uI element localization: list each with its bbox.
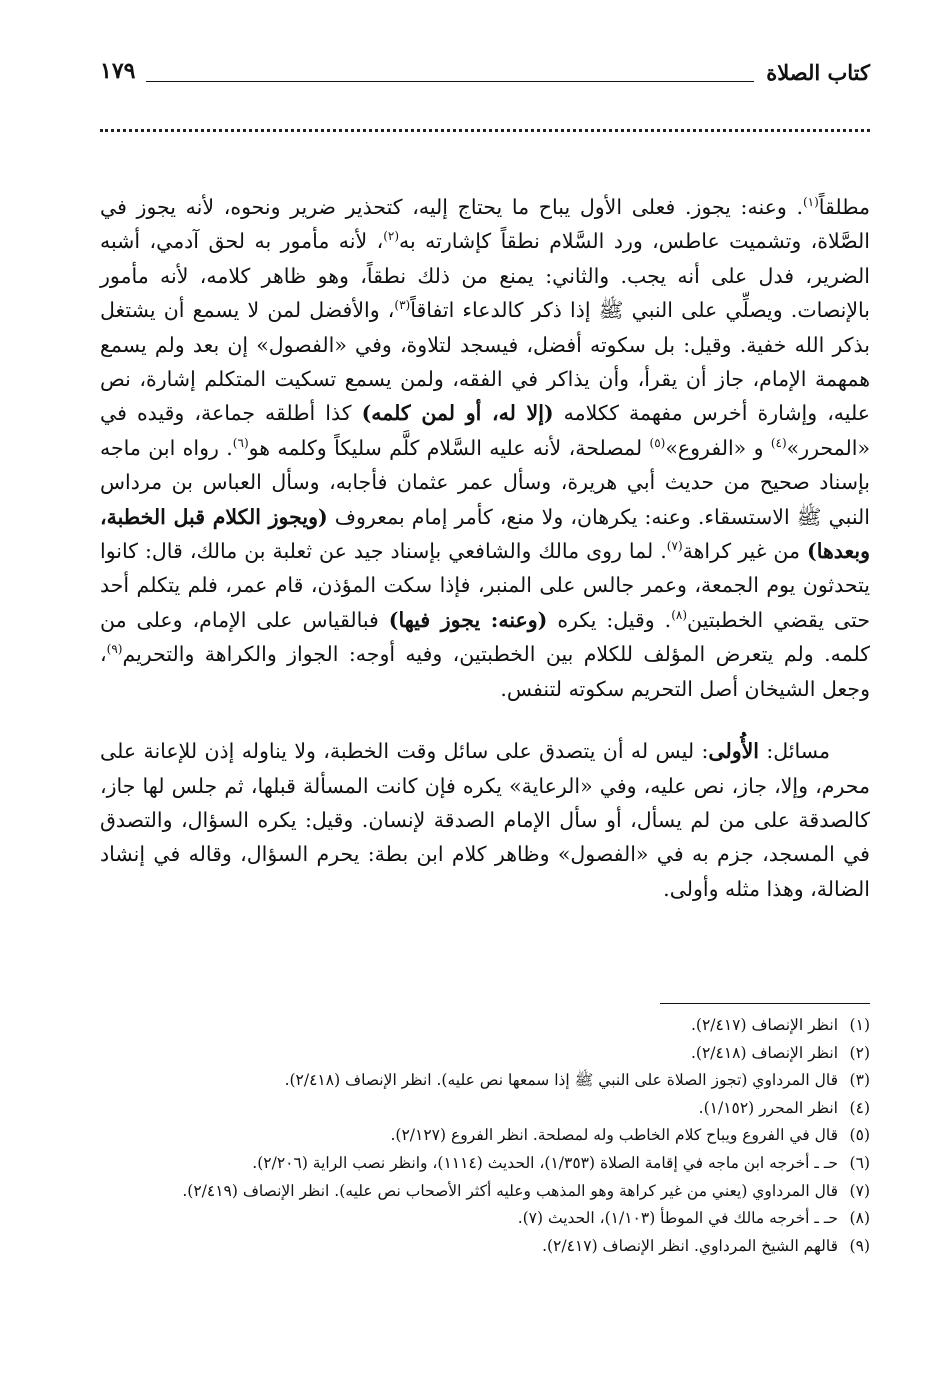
footnote-separator bbox=[660, 1003, 870, 1004]
footnotes bbox=[100, 1012, 870, 1260]
footnote-number: (٢) bbox=[849, 1043, 870, 1062]
footnote-5 bbox=[100, 1122, 870, 1150]
footnote-ref-2[interactable]: (٢) bbox=[383, 229, 400, 244]
issue-heading: الأُولى bbox=[708, 739, 759, 764]
header-rule bbox=[146, 81, 754, 82]
matn-quote: (إلا له، أو لمن كلمه) bbox=[361, 401, 554, 426]
text-run: مسائل: bbox=[758, 739, 830, 764]
footnote-number: (١) bbox=[849, 1016, 870, 1034]
footnote-ref-9[interactable]: (٩) bbox=[106, 642, 123, 657]
page-number: ١٧٩ bbox=[100, 58, 136, 84]
text-run: . وقيل: يكره bbox=[547, 607, 672, 632]
matn-quote: (ويجوز الكلام قبل الخطبة، وبعدها) bbox=[100, 504, 871, 564]
text-run: . وعنه: يجوز. فعلى الأول يباح ما يحتاج إليه، كتحذير ضرير ونحوه، لأنه يجوز في الصَّلاة، وتشميت عاطس، ورد السَّلام نطقاً كإشارته به bbox=[100, 195, 870, 254]
footnote-7 bbox=[100, 1178, 870, 1206]
text-run: لمصلحة، لأنه عليه السَّلام كلَّم سليكاً وكلمه هو bbox=[248, 435, 650, 460]
footnote-text: قال المرداوي (تجوز الصلاة على النبي ﷺ إذا سمعها نص عليه). انظر الإنصاف (٢/٤١٨). bbox=[284, 1071, 838, 1090]
text-run: و «الفروع» bbox=[665, 435, 771, 460]
text-run: . لما روى مالك والشافعي بإسناد جيد عن ثعلبة بن مالك، قال: كانوا يتحدثون يوم الجمعة، وعمر جالس على المنبر، فإذا سكت المؤذن، قام عمر، فلم يتكلم أحد حتى يقضي الخطبتين bbox=[100, 539, 870, 632]
text-run: ، والأفضل لمن لا يسمع أن يشتغل بذكر الله خفية. وقيل: بل سكوته أفضل، فيسجد لتلاوة، وفي «الفصول» إن بعد ولم يسمع همهمة الإمام، جاز أن يقرأ، وأن يذاكر في الفقه، ولمن يسمع تسكيت المتكلم إشارة، نص عليه، وإشارة أخرس مفهمة ككلامه bbox=[100, 298, 871, 426]
footnote-number: (٧) bbox=[849, 1181, 870, 1200]
text-run: فبالقياس على الإمام، وعلى من كلمه. ولم يتعرض المؤلف للكلام بين الخطبتين، وفيه أوجه: الجواز والكراهة والتحريم bbox=[100, 607, 870, 667]
footnote-ref-7[interactable]: (٧) bbox=[666, 539, 683, 554]
text-run: كذا أطلقه جماعة، وقيده في «المحرر» bbox=[100, 401, 870, 460]
chapter-title: كتاب الصلاة bbox=[766, 60, 870, 85]
footnote-ref-1[interactable]: (١) bbox=[802, 195, 819, 210]
footnote-6 bbox=[100, 1150, 870, 1178]
main-text bbox=[100, 190, 870, 906]
footnote-number: (٨) bbox=[849, 1209, 870, 1228]
footnote-number: (٦) bbox=[849, 1153, 870, 1172]
footnote-2 bbox=[100, 1040, 870, 1068]
footnote-number: (٤) bbox=[849, 1098, 870, 1117]
footnote-4 bbox=[100, 1095, 870, 1123]
text-run: مطلقاً bbox=[818, 195, 870, 219]
footnote-ref-8[interactable]: (٨) bbox=[671, 608, 688, 623]
footnote-text: قال في الفروع ويباح كلام الخاطب وله لمصلحة. انظر الفروع (٢/١٢٧). bbox=[390, 1126, 838, 1145]
footnote-text: انظر الإنصاف (٢/٤١٧). bbox=[691, 1016, 838, 1034]
footnote-ref-6[interactable]: (٦) bbox=[232, 436, 249, 451]
footnote-text: انظر المحرر (١/١٥٢). bbox=[698, 1098, 838, 1117]
paragraph-2 bbox=[100, 734, 870, 906]
footnote-text: حـ ـ أخرجه ابن ماجه في إقامة الصلاة (١/٣٥٣)، الحديث (١١١٤)، وانظر نصب الراية (٢/٢٠٦). bbox=[252, 1153, 838, 1172]
text-run: . رواه ابن ماجه بإسناد صحيح من حديث أبي هريرة، وسأل عمر عثمان فأجابه، وسأل العباس بن مرداس النبي ﷺ الاستسقاء. وعنه: يكرهان، ولا منع، كأمر إمام بمعروف bbox=[100, 435, 871, 529]
dotted-separator bbox=[100, 129, 870, 152]
matn-quote: (وعنه: يجوز فيها) bbox=[388, 607, 548, 632]
footnote-number: (٥) bbox=[849, 1126, 870, 1145]
paragraph-1 bbox=[100, 190, 870, 706]
footnote-text: حـ ـ أخرجه مالك في الموطأ (١/١٠٣)، الحديث (٧). bbox=[517, 1209, 838, 1228]
footnote-8 bbox=[100, 1205, 870, 1233]
footnote-3 bbox=[100, 1067, 870, 1095]
footnote-ref-4[interactable]: (٤) bbox=[770, 436, 787, 451]
footnote-ref-3[interactable]: (٣) bbox=[394, 298, 411, 313]
text-run: ، وجعل الشيخان أصل التحريم سكوته لتنفس. bbox=[100, 642, 870, 701]
footnote-text: قالهم الشيخ المرداوي. انظر الإنصاف (٢/٤١٧). bbox=[542, 1236, 838, 1255]
footnote-text: قال المرداوي (يعني من غير كراهة وهو المذهب وعليه أكثر الأصحاب نص عليه). انظر الإنصاف (٢/٤١٩). bbox=[182, 1181, 838, 1200]
footnote-1 bbox=[100, 1012, 870, 1040]
footnote-text: انظر الإنصاف (٢/٤١٨). bbox=[691, 1043, 838, 1062]
footnote-ref-5[interactable]: (٥) bbox=[649, 436, 666, 451]
text-run: ، لأنه مأمور به لحق آدمي، أشبه الضرير، فدل على أنه يجب. والثاني: يمنع من ذلك نطقاً، وهو ظاهر كلامه، لأنه مأمور بالإنصات. ويصلِّي على النبي ﷺ إذا ذكر كالدعاء اتفاقاً bbox=[100, 229, 870, 323]
footnote-number: (٣) bbox=[849, 1071, 870, 1090]
text-run: من غير كراهة bbox=[682, 539, 807, 564]
page-header bbox=[100, 58, 870, 94]
footnote-number: (٩) bbox=[849, 1236, 870, 1255]
text-run: : ليس له أن يتصدق على سائل وقت الخطبة، ولا يناوله إذن للإعانة على محرم، وإلا، جاز، نص عليه، وفي «الرعاية» يكره فإن كانت المسألة قبلها، ثم جلس لها جاز، كالصدقة على من لم يسأل، أو سأل الإمام الصدقة لإنسان. وقيل: يكره السؤال، والتصدق في المسجد، جزم به في «الفصول» وظاهر كلام ابن بطة: يحرم السؤال، وقاله في إنشاد الضالة، وهذا مثله وأولى. bbox=[100, 739, 870, 901]
footnote-9 bbox=[100, 1233, 870, 1261]
